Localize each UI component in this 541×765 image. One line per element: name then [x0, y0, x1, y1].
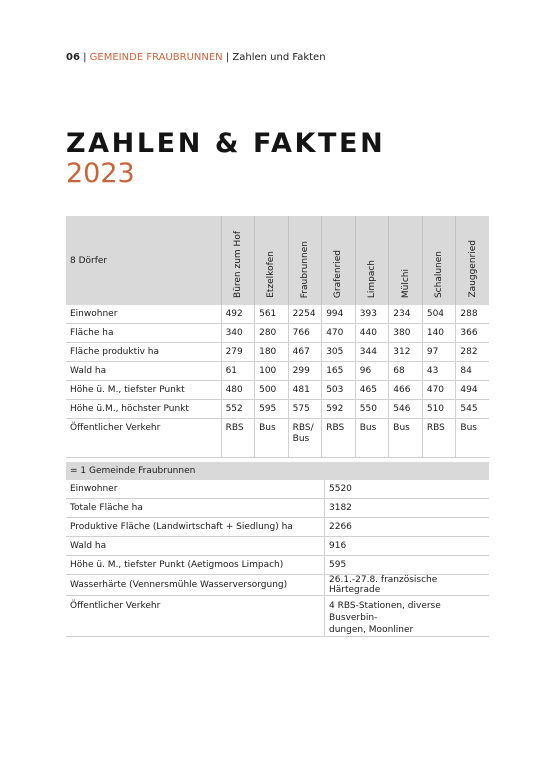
table-cell: 43 — [422, 362, 456, 381]
table-row — [66, 537, 489, 556]
table-cell: 500 — [255, 381, 289, 400]
table-cell: 510 — [422, 400, 456, 419]
table-cell: 393 — [355, 305, 389, 324]
table-row — [66, 518, 489, 537]
table-cell: 575 — [288, 400, 322, 419]
table-cell: 234 — [389, 305, 423, 324]
village-column-header — [288, 216, 322, 305]
table-cell: 97 — [422, 343, 456, 362]
table-cell: RBS — [322, 419, 356, 458]
table-cell: RBS/ Bus — [288, 419, 322, 458]
table-cell: RBS — [422, 419, 456, 458]
row-value: 595 — [325, 556, 490, 575]
row-label: Fläche ha — [66, 324, 221, 343]
table-cell: 465 — [355, 381, 389, 400]
table-cell: 552 — [221, 400, 255, 419]
table-cell: 312 — [389, 343, 423, 362]
table-cell: 299 — [288, 362, 322, 381]
row-label: Einwohner — [66, 305, 221, 324]
village-column-header — [389, 216, 423, 305]
table-cell: 165 — [322, 362, 356, 381]
row-label: Höhe ü. M., tiefster Punkt — [66, 381, 221, 400]
village-name: Zauggenried — [467, 240, 478, 298]
table-cell: 550 — [355, 400, 389, 419]
table-cell: 305 — [322, 343, 356, 362]
table-row — [66, 480, 489, 499]
village-name: Mülchi — [400, 268, 411, 298]
page-number: 06 — [66, 52, 80, 63]
municipality-table — [66, 462, 489, 637]
table-cell: 480 — [221, 381, 255, 400]
table-cell: 481 — [288, 381, 322, 400]
corner-label: 8 Dörfer — [70, 255, 108, 266]
table-cell: 561 — [255, 305, 289, 324]
row-label: Höhe ü. M., tiefster Punkt (Aetigmoos Limpach) — [66, 556, 325, 575]
table-cell: 288 — [456, 305, 489, 324]
table-cell: 766 — [288, 324, 322, 343]
row-value: 3182 — [325, 499, 490, 518]
table-cell: 344 — [355, 343, 389, 362]
village-column-header — [322, 216, 356, 305]
table-row — [66, 343, 489, 362]
row-value: 26.1.-27.8. französische Härtegrade — [325, 575, 490, 596]
page-title: ZAHLEN & FAKTEN — [66, 128, 386, 159]
village-name: Grafenried — [333, 249, 344, 298]
table-cell: 180 — [255, 343, 289, 362]
municipality-table-header — [66, 462, 489, 480]
municipality-heading: = 1 Gemeinde Fraubrunnen — [66, 462, 489, 480]
table-cell: 470 — [322, 324, 356, 343]
table-cell: 503 — [322, 381, 356, 400]
table-cell: Bus — [456, 419, 489, 458]
table-cell: 592 — [322, 400, 356, 419]
table-cell: Bus — [389, 419, 423, 458]
village-column-header — [255, 216, 289, 305]
table-row — [66, 305, 489, 324]
table-cell: Bus — [355, 419, 389, 458]
table-cell: 366 — [456, 324, 489, 343]
village-column-header — [221, 216, 255, 305]
table-cell: 96 — [355, 362, 389, 381]
table-cell: 282 — [456, 343, 489, 362]
row-label: Wald ha — [66, 362, 221, 381]
row-value: 5520 — [325, 480, 490, 499]
header-separator: | — [225, 52, 230, 63]
row-value: 916 — [325, 537, 490, 556]
table-cell: 994 — [322, 305, 356, 324]
table-cell: 440 — [355, 324, 389, 343]
village-name: Etzelkofen — [266, 251, 277, 298]
row-label: Wasserhärte (Vennersmühle Wasserversorgung) — [66, 575, 325, 596]
table-cell: 380 — [389, 324, 423, 343]
table-cell: 545 — [456, 400, 489, 419]
village-name: Schalunen — [434, 250, 445, 298]
table-cell: 467 — [288, 343, 322, 362]
row-label: Fläche produktiv ha — [66, 343, 221, 362]
row-label: Höhe ü.M., höchster Punkt — [66, 400, 221, 419]
row-label: Totale Fläche ha — [66, 499, 325, 518]
village-column-header — [355, 216, 389, 305]
village-name: Limpach — [367, 259, 378, 298]
table-cell: 466 — [389, 381, 423, 400]
row-value: 4 RBS-Stationen, diverse Busverbin- dungen, Moonliner — [325, 596, 490, 637]
villages-table-body — [66, 305, 489, 458]
table-cell: 340 — [221, 324, 255, 343]
village-name: Fraubrunnen — [299, 240, 310, 298]
table-cell: 595 — [255, 400, 289, 419]
table-cell: 100 — [255, 362, 289, 381]
municipality-table-body — [66, 480, 489, 637]
row-label: Öffentlicher Verkehr — [66, 419, 221, 458]
header-organization: GEMEINDE FRAUBRUNNEN — [89, 52, 223, 63]
header-section: Zahlen und Fakten — [232, 52, 326, 63]
row-label: Produktive Fläche (Landwirtschaft + Siedlung) ha — [66, 518, 325, 537]
table-cell: 140 — [422, 324, 456, 343]
table-row — [66, 419, 489, 458]
row-label: Wald ha — [66, 537, 325, 556]
table-row — [66, 499, 489, 518]
table-row — [66, 400, 489, 419]
row-label: Einwohner — [66, 480, 325, 499]
page-header — [66, 52, 326, 63]
table-row — [66, 556, 489, 575]
table-cell: 494 — [456, 381, 489, 400]
villages-table — [66, 216, 489, 458]
table-cell: 470 — [422, 381, 456, 400]
table-cell: 2254 — [288, 305, 322, 324]
table-row — [66, 362, 489, 381]
row-value: 2266 — [325, 518, 490, 537]
page-year: 2023 — [66, 158, 135, 189]
row-label: Öffentlicher Verkehr — [66, 596, 325, 637]
table-row — [66, 324, 489, 343]
village-name: Büren zum Hof — [232, 231, 243, 298]
header-separator: | — [83, 52, 87, 63]
table-row — [66, 575, 489, 596]
village-column-header — [456, 216, 489, 305]
table-cell: 280 — [255, 324, 289, 343]
table-cell: 84 — [456, 362, 489, 381]
table-cell: 279 — [221, 343, 255, 362]
table-cell: Bus — [255, 419, 289, 458]
table-cell: 504 — [422, 305, 456, 324]
village-column-header — [422, 216, 456, 305]
table-cell: 68 — [389, 362, 423, 381]
table-cell: RBS — [221, 419, 255, 458]
villages-table-header — [66, 216, 489, 305]
table-cell: 61 — [221, 362, 255, 381]
table-cell: 492 — [221, 305, 255, 324]
table-row — [66, 596, 489, 637]
table-cell: 546 — [389, 400, 423, 419]
table-row — [66, 381, 489, 400]
